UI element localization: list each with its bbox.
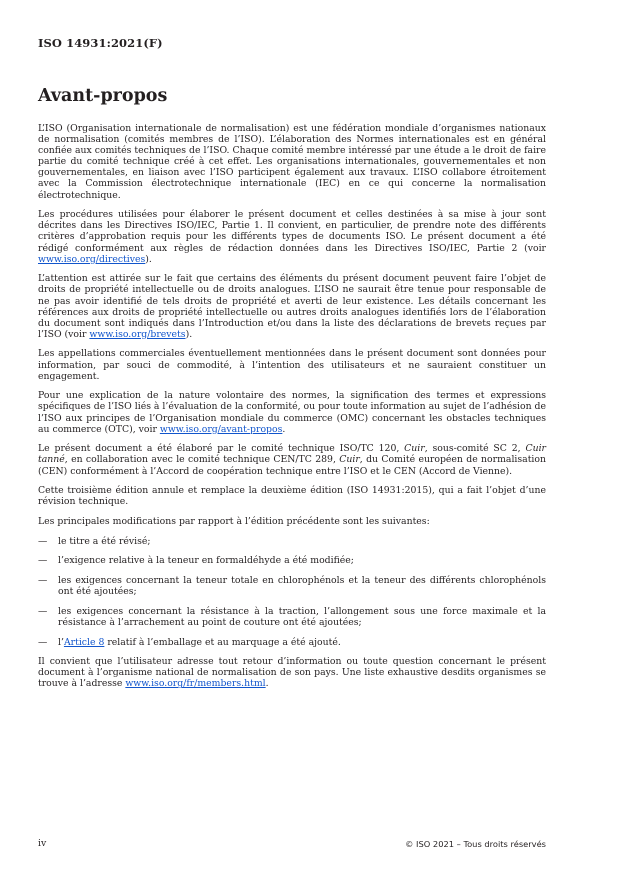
list-dash: — — [38, 605, 48, 617]
section-heading: Avant-propos — [38, 86, 168, 106]
paragraph-voluntary — [38, 390, 546, 434]
document-body — [38, 123, 546, 698]
paragraph-patents — [38, 273, 546, 340]
link-members[interactable]: www.iso.org/fr/members.html — [125, 678, 266, 690]
list-item — [38, 536, 546, 547]
paragraph-text: . — [282, 423, 286, 435]
page-number: iv — [38, 838, 47, 849]
list-item-text: le titre a été révisé; — [58, 535, 151, 547]
list-item-text-part: relatif à l’emballage et au marquage a été ajouté. — [104, 636, 341, 648]
paragraph-feedback — [38, 656, 546, 689]
copyright-notice: © ISO 2021 – Tous droits réservés — [405, 839, 546, 849]
link-brevets[interactable]: www.iso.org/brevets — [89, 328, 186, 340]
paragraph-trade-names: Les appellations commerciales éventuellement mentionnées dans le présent document sont données pour information, par souci de commodité, à l’intention des utilisateurs et ne sauraient constituer un engagement. — [38, 348, 546, 382]
paragraph-procedures — [38, 209, 546, 264]
paragraph-text: Le présent document a été élaboré par le comité technique ISO/TC 120, — [38, 443, 405, 455]
list-dash: — — [38, 535, 48, 547]
document-id: ISO 14931:2021(F) — [38, 36, 163, 50]
link-directives[interactable]: www.iso.org/directives — [38, 253, 146, 265]
paragraph-text: Les procédures utilisées pour élaborer le présent document et celles destinées à sa mise à jour sont décrites dans les Directives ISO/IEC, Partie 1. Il convient, en particulier, de prendre note des différents critères d’approbation requis pour les différents types de documents ISO. Le présent document a été rédigé conformément aux règles de rédaction données dans les Directives ISO/IEC, Partie 2 (voir — [38, 209, 546, 254]
italic-text: Cuir — [339, 454, 360, 466]
list-item — [38, 575, 546, 597]
list-dash: — — [38, 575, 48, 587]
paragraph-changes-intro: Les principales modifications par rapport à l’édition précédente sont les suivantes: — [38, 515, 430, 527]
list-item — [38, 555, 546, 566]
italic-text: Cuir — [404, 443, 425, 455]
link-avant-propos[interactable]: www.iso.org/avant-propos — [159, 423, 283, 435]
paragraph-text: . — [265, 678, 269, 690]
list-item-text: l’exigence relative à la teneur en formaldéhyde a été modifiée; — [58, 555, 354, 567]
list-item-text: les exigences concernant la résistance à la traction, l’allongement sous une force maximale et la résistance à l’arrachement au point de couture ont été ajoutées; — [58, 605, 546, 628]
paragraph-text: Pour une explication de la nature volontaire des normes, la signification des termes et expressions spécifiques de l’ISO liés à l’évaluation de la conformité, ou pour toute information au sujet de l’adhésion de l’ISO aux principes de l’Organisation mondiale du commerce (OMC) concernant les obstacles techniques au commerce (OTC), voir — [38, 390, 546, 435]
list-dash: — — [38, 555, 48, 567]
paragraph-iso-intro: L’ISO (Organisation internationale de normalisation) est une fédération mondiale d’organismes nationaux de normalisation (comités membres de l’ISO). L’élaboration des Normes internationales est en général confiée aux comités techniques de l’ISO. Chaque comité membre intéressé par une étude a le droit de faire partie du comité technique créé à cet effet. Les organisations internationales, gouvernementales et non gouvernementales, en liaison avec l’ISO participent également aux travaux. L’ISO collabore étroitement avec la Commission électrotechnique internationale (IEC) en ce qui concerne la normalisation électrotechnique. — [38, 123, 546, 201]
paragraph-text: , du Comité européen de normalisation (CEN) conformément à l’Accord de coopération technique entre l’ISO et le CEN (Accord de Vienne). — [38, 454, 546, 477]
paragraph-text: , sous-comité SC 2, — [424, 443, 526, 455]
paragraph-text: ). — [145, 253, 152, 265]
paragraph-text: L’attention est attirée sur le fait que certains des éléments du présent document peuvent faire l’objet de droits de propriété intellectuelle ou de droits analogues. L’ISO ne saurait être tenue pour responsable de ne pas avoir identifié de tels droits de propriété et averti de leur existence. Les détails concernant les références aux droits de propriété intellectuelle ou autres droits analogues identifiés lors de l’élaboration du document sont indiqués dans l’Introduction et/ou dans la liste des déclarations de brevets reçues par l’ISO (voir — [38, 273, 546, 340]
list-item-text: les exigences concernant la teneur totale en chlorophénols et la teneur des différents chlorophénols ont été ajoutées; — [58, 575, 546, 598]
list-item — [38, 606, 546, 628]
paragraph-edition: Cette troisième édition annule et remplace la deuxième édition (ISO 14931:2015), qui a fait l’objet d’une révision technique. — [38, 485, 546, 508]
list-item — [38, 637, 546, 648]
list-item-text-part: l’ — [58, 636, 64, 648]
paragraph-committee — [38, 443, 546, 476]
list-dash: — — [38, 636, 48, 648]
paragraph-text: ). — [185, 328, 193, 340]
list-item-text — [58, 637, 546, 648]
paragraph-text: , en collaboration avec le comité technique CEN/TC 289, — [64, 454, 340, 466]
link-article-8[interactable]: Article 8 — [63, 636, 105, 648]
paragraph-text: Il convient que l’utilisateur adresse tout retour d’information ou toute question concernant le présent document à l’organisme national de normalisation de son pays. Une liste exhaustive desdits organismes se trouve à l’adresse — [38, 656, 546, 690]
italic-text: Cuir tanné — [38, 443, 546, 466]
